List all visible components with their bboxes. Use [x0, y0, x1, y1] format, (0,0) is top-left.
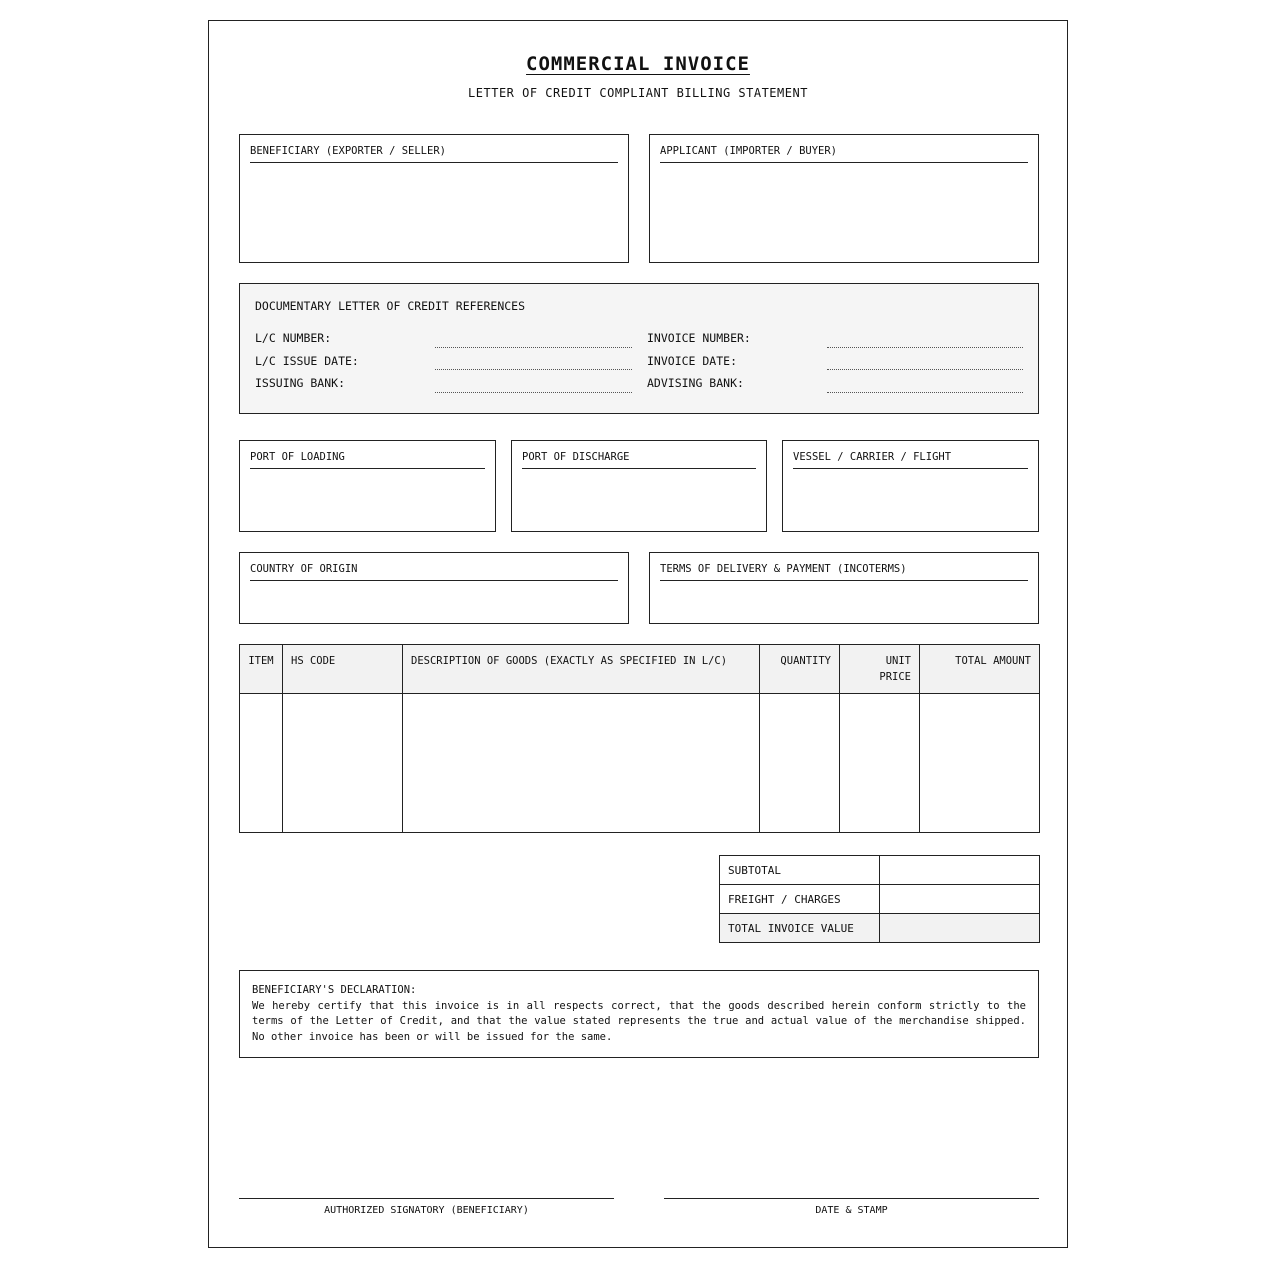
beneficiary-label: BENEFICIARY (EXPORTER / SELLER) — [250, 145, 618, 163]
column-hs-code: HS CODE — [283, 645, 403, 694]
total-amount-cell[interactable] — [920, 694, 1040, 833]
totals-table — [719, 855, 1040, 943]
quantity-cell[interactable] — [760, 694, 840, 833]
document-subtitle: LETTER OF CREDIT COMPLIANT BILLING STATEMENT — [468, 86, 808, 100]
port-of-loading-box[interactable] — [239, 440, 496, 532]
beneficiary-box[interactable] — [239, 134, 629, 263]
subtotal-value[interactable] — [880, 856, 1040, 885]
invoice-date-label: INVOICE DATE: — [647, 354, 738, 368]
lc-issue-date-label: L/C ISSUE DATE: — [255, 354, 359, 368]
freight-value[interactable] — [880, 885, 1040, 914]
signatory-line[interactable] — [239, 1198, 614, 1199]
port-of-discharge-label: PORT OF DISCHARGE — [522, 451, 756, 469]
subtotal-label: SUBTOTAL — [720, 856, 880, 885]
terms-label: TERMS OF DELIVERY & PAYMENT (INCOTERMS) — [660, 563, 1028, 581]
signatory-caption: AUTHORIZED SIGNATORY (BENEFICIARY) — [324, 1205, 529, 1216]
unit-price-cell[interactable] — [840, 694, 920, 833]
advising-bank-field[interactable] — [827, 392, 1023, 393]
vessel-box[interactable] — [782, 440, 1039, 532]
invoice-date-field[interactable] — [827, 369, 1023, 370]
lc-number-field[interactable] — [435, 347, 632, 348]
freight-row — [720, 885, 1040, 914]
column-quantity: QUANTITY — [760, 645, 840, 694]
vessel-label: VESSEL / CARRIER / FLIGHT — [793, 451, 1028, 469]
lc-number-label: L/C NUMBER: — [255, 331, 332, 345]
terms-box[interactable] — [649, 552, 1039, 624]
country-of-origin-label: COUNTRY OF ORIGIN — [250, 563, 618, 581]
declaration-heading: BENEFICIARY'S DECLARATION: — [252, 984, 417, 996]
table-row — [240, 694, 1040, 833]
country-of-origin-box[interactable] — [239, 552, 629, 624]
port-of-loading-label: PORT OF LOADING — [250, 451, 485, 469]
issuing-bank-field[interactable] — [435, 392, 632, 393]
applicant-box[interactable] — [649, 134, 1039, 263]
total-label: TOTAL INVOICE VALUE — [720, 914, 880, 943]
description-cell[interactable] — [403, 694, 760, 833]
date-stamp-caption: DATE & STAMP — [815, 1205, 888, 1216]
declaration-text: We hereby certify that this invoice is in all respects correct, that the goods described herein conform strictly to the terms of the Letter of Credit, and that the value stated represents the true and actual value of the merchandise shipped. No other invoice has been or will be issued for the same. — [252, 999, 1026, 1043]
document-title: COMMERCIAL INVOICE — [526, 53, 750, 75]
lc-references-panel — [239, 283, 1039, 414]
goods-table — [239, 644, 1040, 833]
total-value[interactable] — [880, 914, 1040, 943]
hs-code-cell[interactable] — [283, 694, 403, 833]
date-stamp-line[interactable] — [664, 1198, 1039, 1199]
total-row — [720, 914, 1040, 943]
invoice-number-field[interactable] — [827, 347, 1023, 348]
declaration-box — [239, 970, 1039, 1058]
lc-references-heading: DOCUMENTARY LETTER OF CREDIT REFERENCES — [255, 299, 526, 313]
item-cell[interactable] — [240, 694, 283, 833]
port-of-discharge-box[interactable] — [511, 440, 767, 532]
invoice-number-label: INVOICE NUMBER: — [647, 331, 751, 345]
advising-bank-label: ADVISING BANK: — [647, 376, 744, 390]
column-description: DESCRIPTION OF GOODS (EXACTLY AS SPECIFIED IN L/C) — [403, 645, 760, 694]
column-item: ITEM — [240, 645, 283, 694]
column-total-amount: TOTAL AMOUNT — [920, 645, 1040, 694]
issuing-bank-label: ISSUING BANK: — [255, 376, 346, 390]
column-unit-price: UNIT PRICE — [840, 645, 920, 694]
goods-header-row — [240, 645, 1040, 694]
lc-issue-date-field[interactable] — [435, 369, 632, 370]
subtotal-row — [720, 856, 1040, 885]
applicant-label: APPLICANT (IMPORTER / BUYER) — [660, 145, 1028, 163]
invoice-page — [208, 20, 1068, 1248]
freight-label: FREIGHT / CHARGES — [720, 885, 880, 914]
